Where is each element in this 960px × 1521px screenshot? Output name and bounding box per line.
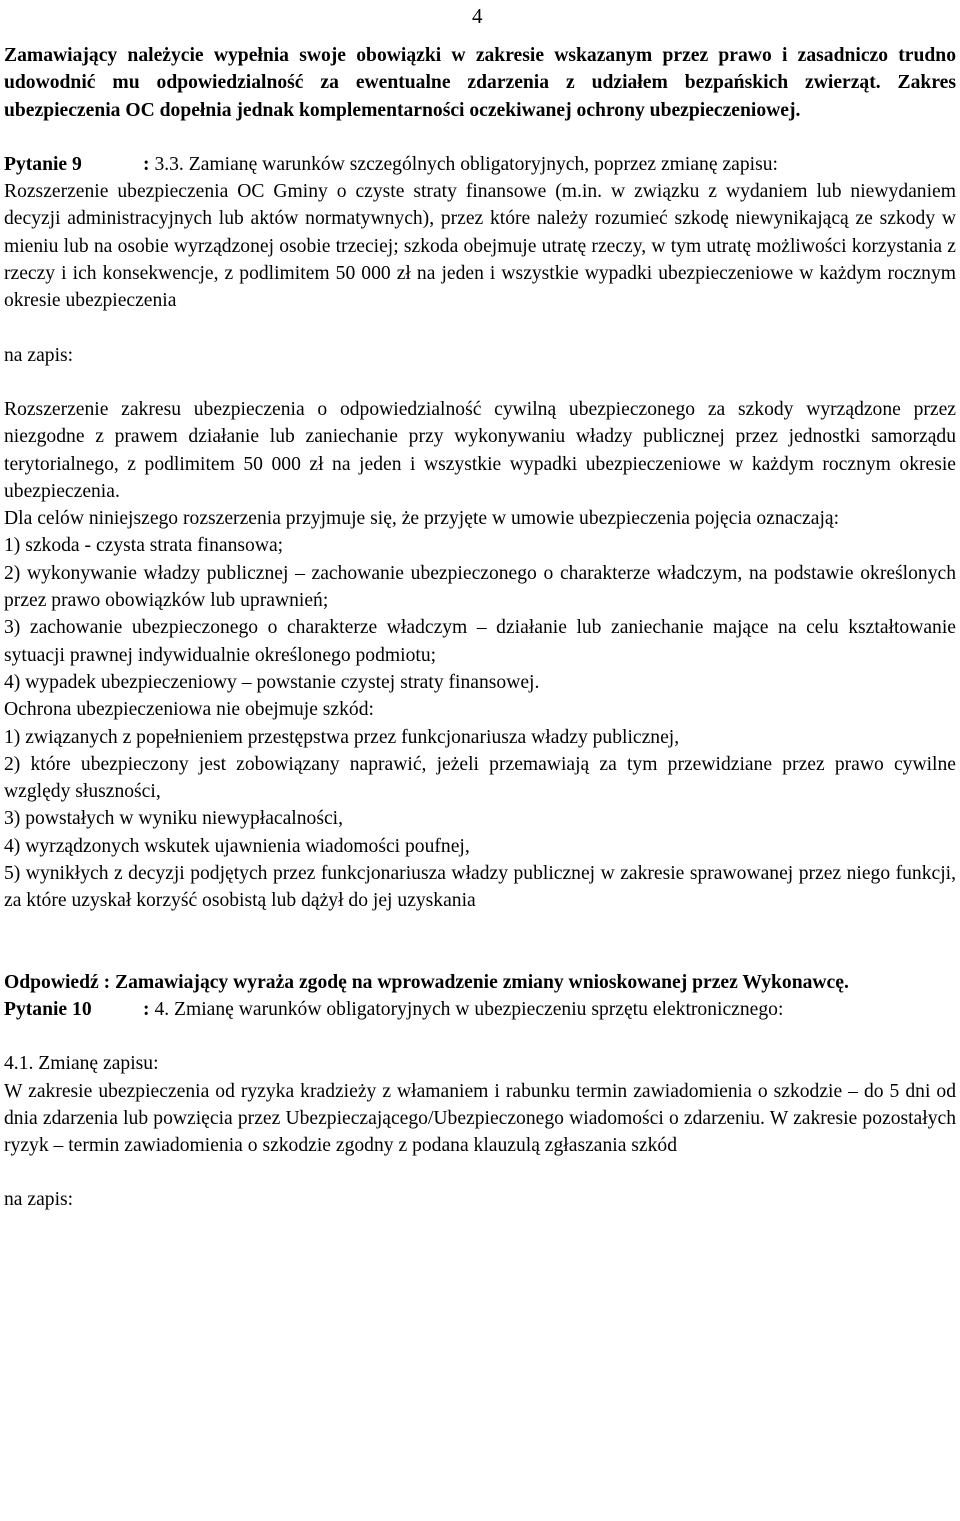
definition-item: 4) wypadek ubezpieczeniowy – powstanie czystej straty finansowej. <box>4 671 540 693</box>
exclusion-item: 3) powstałych w wyniku niewypłacalności, <box>4 808 344 830</box>
page-number: 4 <box>472 4 483 28</box>
exclusion-item: 1) związanych z popełnieniem przestępstwa przez funkcjonariusza władzy publicznej, <box>4 726 680 748</box>
definitions-intro: Dla celów niniejszego rozszerzenia przyjmuje się, że przyjęte w umowie ubezpieczenia pojęcia oznaczają: <box>4 508 840 530</box>
spacer <box>4 1159 956 1186</box>
exclusion-item: 4) wyrządzonych wskutek ujawnienia wiadomości poufnej, <box>4 835 470 857</box>
question-9-heading <box>4 151 956 178</box>
question-10-na-zapis: na zapis: <box>4 1189 74 1211</box>
question-9-colon: : <box>143 153 150 175</box>
question-10-colon: : <box>143 998 150 1020</box>
spacer <box>4 315 956 342</box>
definition-item: 3) zachowanie ubezpieczonego o charakterze władczym – działanie lub zaniechanie mające na celu kształtowanie sytuacji prawnej indywidualnie określonego podmiotu; <box>4 617 956 666</box>
spacer <box>4 369 956 396</box>
question-9-old-text: Rozszerzenie ubezpieczenia OC Gminy o czyste straty finansowe (m.in. w związku z wydaniem lub niewydaniem decyzji administracyjnych lub aktów normatywnych), przez które należy rozumieć szkodę niewynikającą ze szkody w mieniu lub na osobie wyrządzonej osobie trzeciej; szkoda obejmuje utratę rzeczy, w tym utratę możliwości korzystania z rzeczy i ich konsekwencje, z podlimitem 50 000 zł na jeden i wszystkie wypadki ubezpieczeniowe w każdym rocznym okresie ubezpieczenia <box>4 181 956 312</box>
document-body <box>4 42 956 1214</box>
question-9-new-text: Rozszerzenie zakresu ubezpieczenia o odpowiedzialność cywilną ubezpieczonego za szkody wyrządzone przez niezgodne z prawem działanie lub zaniechanie przy wykonywaniu władzy publicznej przez jednostki samorządu terytorialnego, z podlimitem 50 000 zł na jeden i wszystkie wypadki ubezpieczeniowe w każdym rocznym okresie ubezpieczenia. <box>4 398 956 502</box>
question-10-heading <box>4 996 956 1023</box>
definition-item: 2) wykonywanie władzy publicznej – zachowanie ubezpieczonego o charakterze władczym, na podstawie określonych przez prawo obowiązków lub uprawnień; <box>4 562 956 612</box>
exclusion-item: 2) które ubezpieczony jest zobowiązany naprawić, jeżeli przemawiają za tym przewidziane przez prawo cywilne względy słuszności, <box>4 753 956 803</box>
exclusion-item: 5) wynikłych z decyzji podjętych przez funkcjonariusza władzy publicznej w zakresie sprawowanej przez niego funkcji, za które uzyskał korzyść osobistą lub dążył do jej uzyskania <box>4 863 956 912</box>
spacer <box>4 124 956 151</box>
definition-item: 1) szkoda - czysta strata finansowa; <box>4 535 284 557</box>
question-10-sub-label: 4.1. Zmianę zapisu: <box>4 1053 159 1075</box>
question-9-label: Pytanie 9 <box>4 153 82 175</box>
question-10-old-text: W zakresie ubezpieczenia od ryzyka kradzieży z włamaniem i rabunku termin zawiadomienia o szkodzie – do 5 dni od dnia zdarzenia lub powzięcia przez Ubezpieczającego/Ubezpieczonego wiadomości o zdarzeniu. W zakresie pozostałych ryzyk – termin zawiadomienia o szkodzie zgodny z podana klauzulą zgłaszania szkód <box>4 1080 956 1157</box>
spacer <box>4 1023 956 1050</box>
question-9-text: 3.3. Zamianę warunków szczególnych obligatoryjnych, poprzez zmianę zapisu: <box>154 153 778 175</box>
exclusions-intro: Ochrona ubezpieczeniowa nie obejmuje szkód: <box>4 699 374 721</box>
spacer <box>4 942 956 969</box>
question-9-answer: Odpowiedź : Zamawiający wyraża zgodę na wprowadzenie zmiany wnioskowanej przez Wykonawcę. <box>4 971 849 993</box>
spacer <box>4 915 956 942</box>
intro-paragraph: Zamawiający należycie wypełnia swoje obowiązki w zakresie wskazanym przez prawo i zasadniczo trudno udowodnić mu odpowiedzialność za ewentualne zdarzenia z udziałem bezpańskich zwierząt. Zakres ubezpieczenia OC dopełnia jednak komplementarności oczekiwanej ochrony ubezpieczeniowej. <box>4 45 956 121</box>
question-9-na-zapis: na zapis: <box>4 344 74 366</box>
question-10-label: Pytanie 10 <box>4 998 92 1020</box>
question-10-text: 4. Zmianę warunków obligatoryjnych w ubezpieczeniu sprzętu elektronicznego: <box>154 998 784 1020</box>
